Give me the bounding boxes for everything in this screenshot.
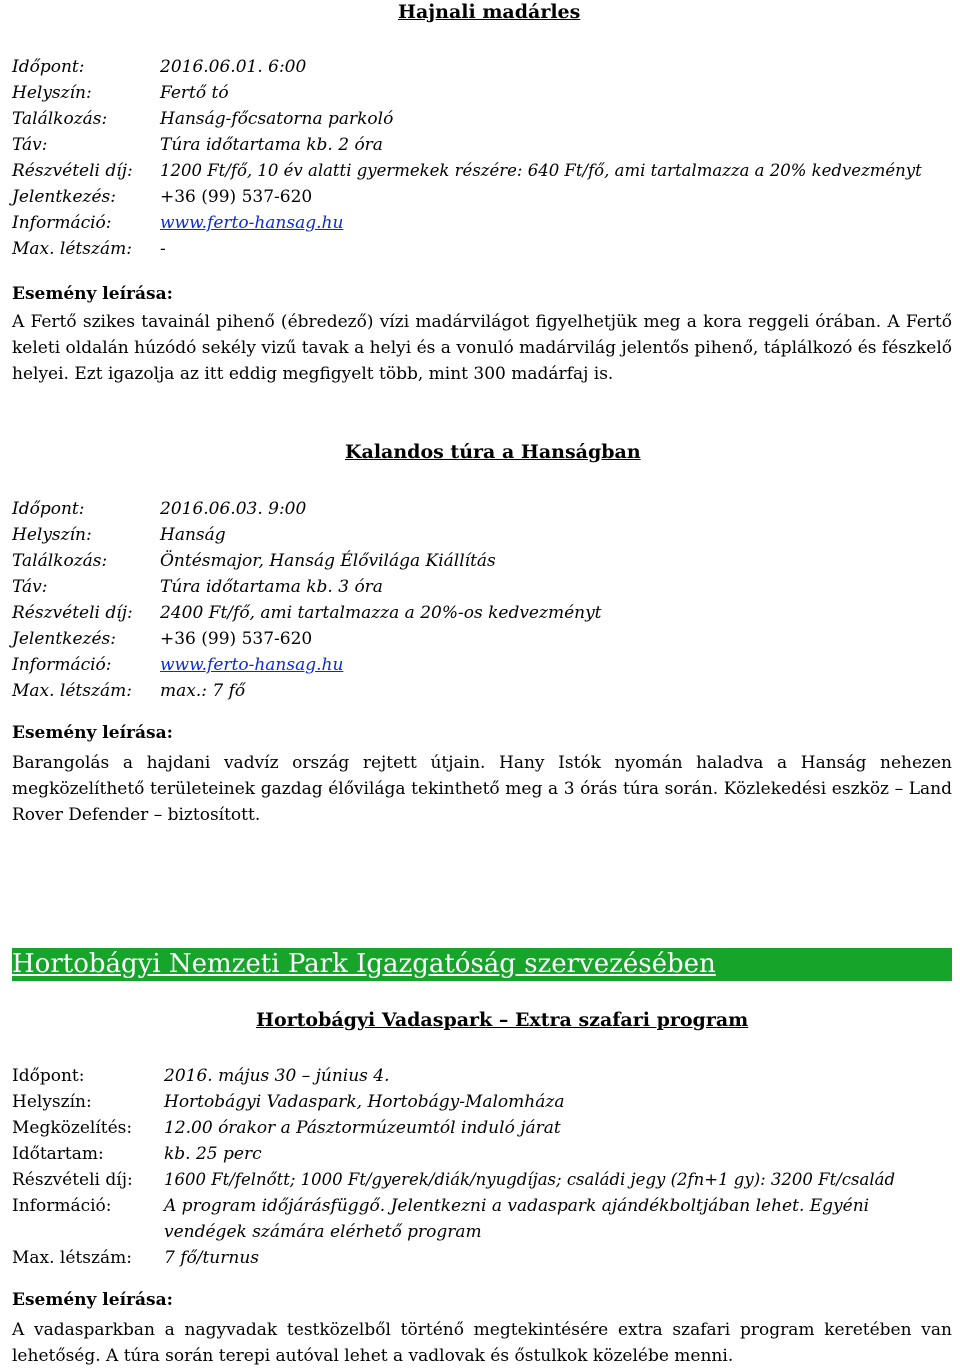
event2-row-signup: [12, 626, 602, 652]
section-banner-text: Hortobágyi Nemzeti Park Igazgatóság szervezésében: [12, 949, 716, 979]
event1-row-max: [12, 236, 922, 262]
field-key: Táv:: [12, 577, 48, 597]
event1-row-signup: [12, 184, 922, 210]
event2-row-meet: [12, 548, 602, 574]
field-key: Jelentkezés:: [12, 187, 116, 207]
field-key: Találkozás:: [12, 109, 108, 129]
event3-row-access: [12, 1115, 952, 1141]
event2-row-time: [12, 496, 602, 522]
field-key: Jelentkezés:: [12, 629, 116, 649]
event1-desc: A Fertő szikes tavainál pihenő (ébredező) vízi madárvilágot figyelhetjük meg a kora reggeli órában. A Fertő keleti oldalán húzódó sekély vizű tavak a helyi és a vonuló madárvilág jelentős pihenő, táplálkozó és fészkelő helyei. Ezt igazolja az itt eddig megfigyelt több, mint 300 madárfaj is.: [12, 312, 952, 384]
field-value: Fertő tó: [160, 83, 229, 103]
field-key: Időpont:: [12, 499, 85, 519]
field-value: +36 (99) 537-620: [160, 187, 313, 207]
field-key: Megközelítés:: [12, 1118, 133, 1138]
field-value: Öntésmajor, Hanság Élővilága Kiállítás: [160, 551, 496, 571]
event2-row-max: [12, 678, 602, 704]
field-value: Hanság-főcsatorna parkoló: [160, 109, 394, 129]
section-banner: [12, 948, 952, 981]
event2-title: Kalandos túra a Hanságban: [345, 441, 641, 463]
field-key: Időtartam:: [12, 1144, 104, 1164]
field-key: Részvételi díj:: [12, 161, 133, 181]
field-key: Részvételi díj:: [12, 1170, 133, 1190]
field-value: 12.00 órakor a Pásztormúzeumtól induló járat: [164, 1118, 561, 1138]
field-key: Időpont:: [12, 57, 85, 77]
field-value: 2400 Ft/fő, ami tartalmazza a 20%-os kedvezményt: [160, 603, 602, 623]
field-value: 7 fő/turnus: [164, 1248, 260, 1268]
field-key: Információ:: [12, 1196, 112, 1216]
event1-row-fee: [12, 158, 922, 184]
field-value: 1600 Ft/felnőtt; 1000 Ft/gyerek/diák/nyugdíjas; családi jegy (2fn+1 gy): 3200 Ft/család: [164, 1170, 896, 1189]
field-key: Táv:: [12, 135, 48, 155]
field-value: Túra időtartama kb. 3 óra: [160, 577, 383, 597]
field-value: 2016.06.03. 9:00: [160, 499, 307, 519]
event3-row-time: [12, 1063, 952, 1089]
event2-row-distance: [12, 574, 602, 600]
field-key: Információ:: [12, 213, 112, 233]
event1-title: Hajnali madárles: [398, 1, 581, 23]
field-value: Túra időtartama kb. 2 óra: [160, 135, 383, 155]
field-value: max.: 7 fő: [160, 681, 246, 701]
field-key: Max. létszám:: [12, 1248, 132, 1268]
field-value: kb. 25 perc: [164, 1144, 262, 1164]
info-link[interactable]: www.ferto-hansag.hu: [160, 655, 344, 675]
field-key: Max. létszám:: [12, 239, 132, 259]
event1-row-info: [12, 210, 922, 236]
field-value: A program időjárásfüggő. Jelentkezni a vadaspark ajándékboltjában lehet. Egyéni vendégek számára elérhető program: [164, 1196, 870, 1242]
field-key: Helyszín:: [12, 525, 92, 545]
event1-row-meet: [12, 106, 922, 132]
event3-row-max: [12, 1245, 952, 1271]
event3-row-info: [12, 1193, 952, 1245]
event3-title: Hortobágyi Vadaspark – Extra szafari program: [256, 1009, 749, 1031]
field-value: Hanság: [160, 525, 226, 545]
field-value: 2016. május 30 – június 4.: [164, 1066, 390, 1086]
field-value: 2016.06.01. 6:00: [160, 57, 307, 77]
event3-row-fee: [12, 1167, 952, 1193]
event1-row-distance: [12, 132, 922, 158]
event2-row-place: [12, 522, 602, 548]
field-value: +36 (99) 537-620: [160, 629, 313, 649]
field-key: Részvételi díj:: [12, 603, 133, 623]
event2-row-fee: [12, 600, 602, 626]
event3-row-duration: [12, 1141, 952, 1167]
event3-desc: A vadasparkban a nagyvadak testközelből történő megtekintésére extra szafari program keretében van lehetőség. A túra során terepi autóval lehet a vadlovak és őstulkok közelébe menni.: [12, 1320, 952, 1366]
field-value: -: [160, 239, 166, 259]
field-key: Információ:: [12, 655, 112, 675]
event1-row-time: [12, 54, 922, 80]
field-key: Helyszín:: [12, 83, 92, 103]
event1-row-place: [12, 80, 922, 106]
event3-fields: [12, 1063, 952, 1271]
event2-desc: Barangolás a hajdani vadvíz ország rejtett útjain. Hany Istók nyomán haladva a Hanság nehezen megközelíthető területeinek gazdag élővilága tekinthető meg a 3 órás túra során. Közlekedési eszköz – Land Rover Defender – biztosított.: [12, 753, 952, 825]
field-value: Hortobágyi Vadaspark, Hortobágy-Malomháza: [164, 1092, 565, 1112]
field-key: Max. létszám:: [12, 681, 132, 701]
event1-desc-label: Esemény leírása:: [12, 284, 173, 304]
field-key: Időpont:: [12, 1066, 85, 1086]
event3-row-place: [12, 1089, 952, 1115]
field-key: Találkozás:: [12, 551, 108, 571]
event2-fields: [12, 496, 602, 704]
event2-row-info: [12, 652, 602, 678]
event1-fields: [12, 54, 922, 262]
event2-desc-label: Esemény leírása:: [12, 723, 173, 743]
event3-desc-label: Esemény leírása:: [12, 1290, 173, 1310]
field-key: Helyszín:: [12, 1092, 92, 1112]
field-value: 1200 Ft/fő, 10 év alatti gyermekek részére: 640 Ft/fő, ami tartalmazza a 20% kedvezményt: [160, 161, 922, 180]
info-link[interactable]: www.ferto-hansag.hu: [160, 213, 344, 233]
